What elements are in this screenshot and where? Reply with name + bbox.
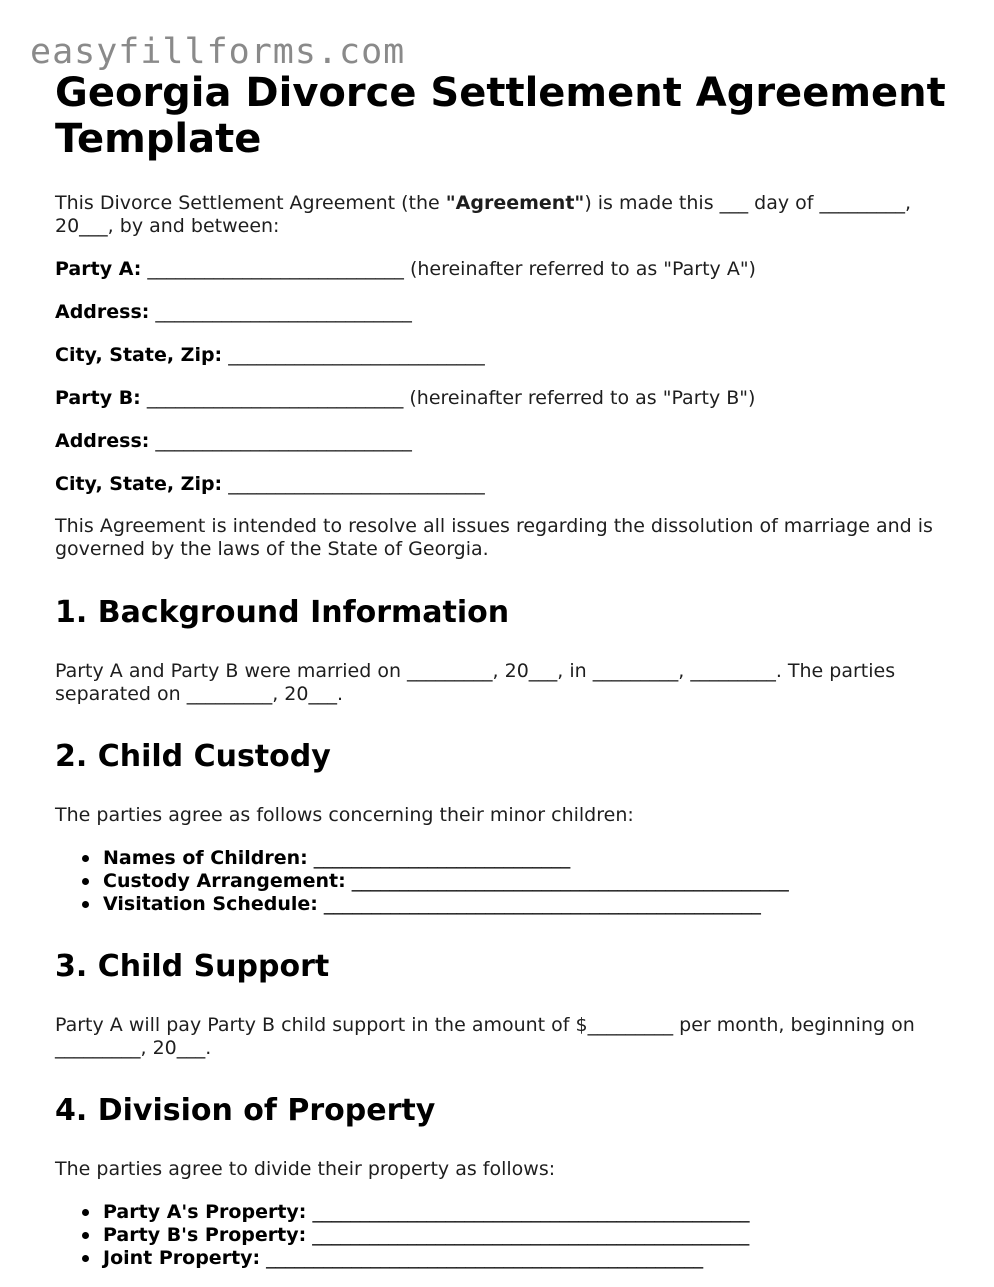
- section-heading-support: 3. Child Support: [55, 949, 330, 984]
- property-paragraph: The parties agree to divide their property as follows:: [55, 1158, 556, 1180]
- field-blank[interactable]: ___________________________ (hereinafter referred to as "Party B"): [140, 387, 756, 409]
- closing-paragraph: This Agreement is intended to resolve all issues regarding the dissolution of marriage and is governed by the laws of the State of Georgia.: [55, 515, 933, 560]
- field-party-b-city-state-zip: [55, 473, 955, 496]
- list-item-label: Joint Property:: [103, 1247, 261, 1269]
- list-item-blank[interactable]: ______________________________________________: [306, 1224, 750, 1246]
- title-line-2: Template: [55, 116, 262, 162]
- field-party-a: [55, 258, 955, 281]
- field-label: City, State, Zip:: [55, 344, 223, 366]
- title-line-1: Georgia Divorce Settlement Agreement: [55, 70, 946, 116]
- list-item-label: Party A's Property:: [103, 1201, 307, 1223]
- property-list: [55, 1201, 955, 1270]
- field-party-a-address: [55, 301, 955, 324]
- list-item-blank[interactable]: ______________________________________________: [317, 893, 761, 915]
- custody-paragraph: The parties agree as follows concerning their minor children:: [55, 804, 634, 826]
- list-item: [103, 1247, 955, 1270]
- intro-text-before: This Divorce Settlement Agreement (the: [55, 192, 446, 214]
- field-party-b-address: [55, 430, 955, 453]
- field-blank[interactable]: ___________________________: [149, 430, 412, 452]
- list-item: [103, 1224, 955, 1247]
- document-title: [55, 70, 955, 162]
- field-blank[interactable]: ___________________________: [149, 301, 412, 323]
- field-label: City, State, Zip:: [55, 473, 223, 495]
- list-item-label: Party B's Property:: [103, 1224, 307, 1246]
- list-item-blank[interactable]: ______________________________________________: [260, 1247, 704, 1269]
- field-blank[interactable]: ___________________________: [222, 344, 485, 366]
- document-body: [55, 70, 955, 1270]
- list-item: [103, 893, 955, 916]
- field-label: Party A:: [55, 258, 142, 280]
- field-label: Address:: [55, 301, 150, 323]
- intro-paragraph: [55, 192, 955, 238]
- watermark-logo: easyfillforms.com: [30, 32, 406, 72]
- custody-list: [55, 847, 955, 916]
- section-heading-property: 4. Division of Property: [55, 1093, 436, 1128]
- list-item: [103, 1201, 955, 1224]
- background-paragraph: Party A and Party B were married on _________, 20___, in _________, _________. The parties separated on _________, 20___.: [55, 660, 896, 705]
- section-heading-background: 1. Background Information: [55, 595, 510, 630]
- list-item: [103, 847, 955, 870]
- list-item: [103, 870, 955, 893]
- list-item-label: Custody Arrangement:: [103, 870, 346, 892]
- list-item-blank[interactable]: ______________________________________________: [306, 1201, 750, 1223]
- field-blank[interactable]: ___________________________: [222, 473, 485, 495]
- list-item-label: Visitation Schedule:: [103, 893, 318, 915]
- field-party-b: [55, 387, 955, 410]
- list-item-label: Names of Children:: [103, 847, 308, 869]
- intro-agreement-term: "Agreement": [445, 192, 585, 214]
- list-item-blank[interactable]: ______________________________________________: [345, 870, 789, 892]
- field-party-a-city-state-zip: [55, 344, 955, 367]
- field-label: Party B:: [55, 387, 141, 409]
- support-paragraph: Party A will pay Party B child support in the amount of $_________ per month, beginning on _________, 20___.: [55, 1014, 915, 1059]
- list-item-blank[interactable]: ___________________________: [307, 847, 571, 869]
- intro-text-after: ) is made this ___ day of _________, 20___, by and between:: [55, 192, 912, 237]
- field-label: Address:: [55, 430, 150, 452]
- section-heading-custody: 2. Child Custody: [55, 739, 331, 774]
- field-blank[interactable]: ___________________________ (hereinafter referred to as "Party A"): [141, 258, 756, 280]
